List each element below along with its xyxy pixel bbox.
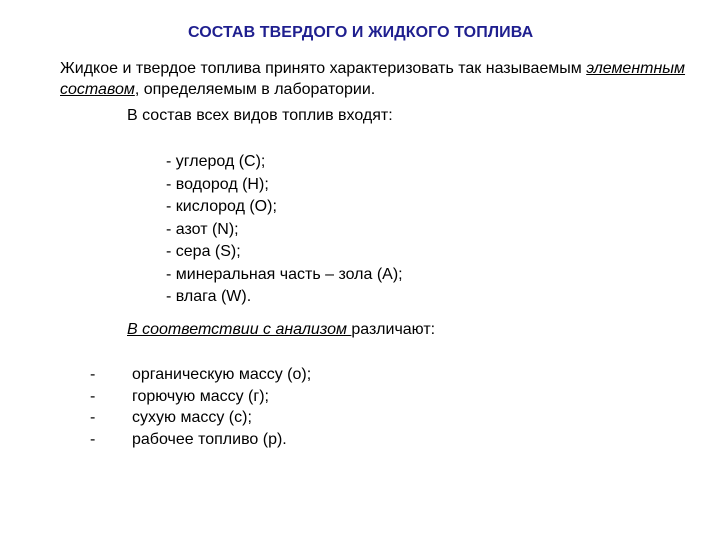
list-dash: - [90, 409, 96, 426]
mass-item-dry [90, 407, 311, 429]
mass-item-combustible [90, 386, 311, 408]
mass-item-label: сухую массу (с); [132, 409, 252, 426]
intro-text-after: , определяемым в лаборатории. [134, 81, 376, 98]
list-dash: - [90, 366, 96, 383]
intro-emphasis: элементным составом [60, 60, 686, 98]
intro-text-before: Жидкое и твердое топлива принято характеризовать так называемым [60, 60, 587, 77]
mass-item-label: органическую массу (о); [132, 366, 312, 383]
mass-item-label: рабочее топливо (р). [132, 430, 287, 448]
mass-item-working [90, 429, 311, 451]
list-dash: - [90, 387, 96, 405]
analysis-emphasis: В соответствии с анализом [127, 321, 352, 338]
element-item-oxygen: - кислород (О); [166, 198, 277, 215]
element-item-moisture: - влага (W). [166, 288, 252, 305]
element-item-hydrogen: - водород (Н); [166, 175, 269, 193]
element-item-sulfur: - сера (S); [166, 243, 241, 260]
element-item-nitrogen: - азот (N); [166, 220, 239, 238]
element-item-ash: - минеральная часть – зола (А); [166, 265, 403, 283]
masses-list [90, 364, 311, 450]
list-dash: - [90, 430, 96, 448]
mass-item-organic [90, 364, 311, 386]
page-title: СОСТАВ ТВЕРДОГО И ЖИДКОГО ТОПЛИВА [188, 24, 534, 41]
intro-paragraph [60, 58, 700, 100]
mass-item-label: горючую массу (г); [132, 387, 269, 405]
element-item-carbon: - углерод (С); [166, 153, 266, 170]
elements-list [166, 151, 403, 309]
analysis-text-after: различают: [351, 321, 436, 338]
lead-text: В состав всех видов топлив входят: [127, 107, 393, 124]
analysis-heading [127, 321, 435, 339]
